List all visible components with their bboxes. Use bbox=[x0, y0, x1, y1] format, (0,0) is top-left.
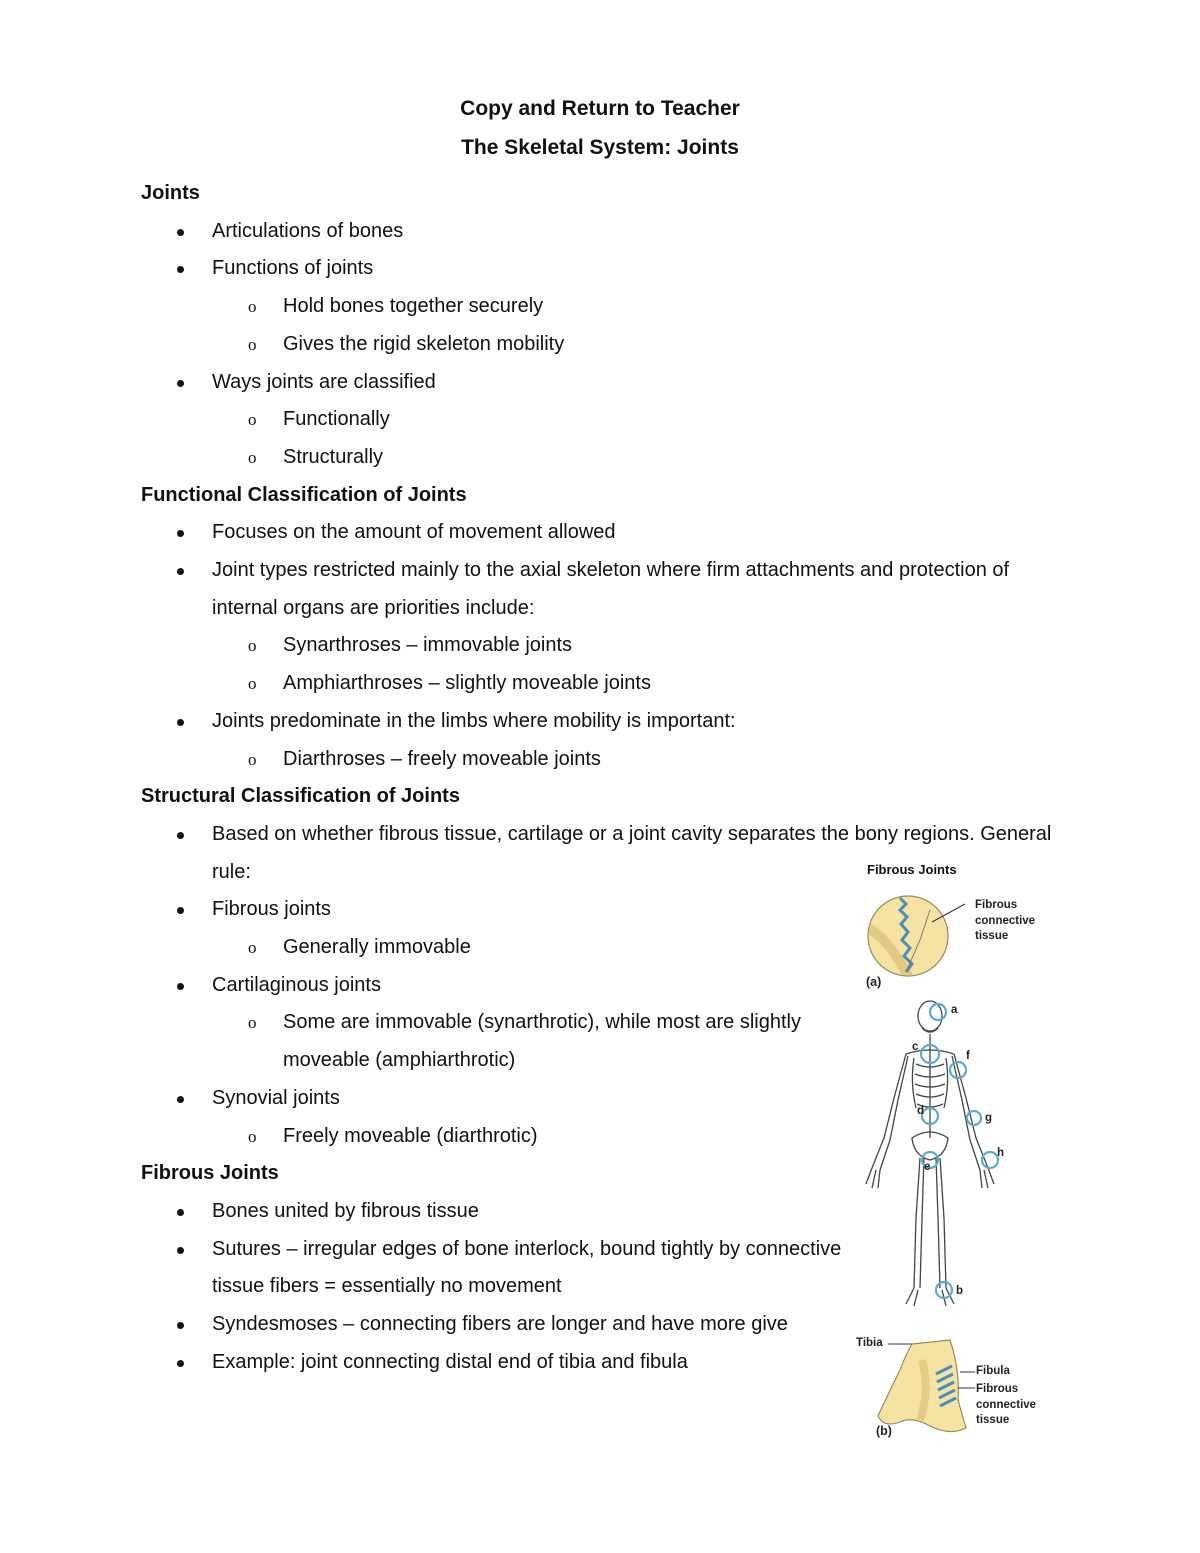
list-item: Bones united by fibrous tissue bbox=[141, 1193, 1071, 1231]
label-line: tissue bbox=[975, 930, 1009, 942]
list-item: Ways joints are classified bbox=[141, 364, 1071, 402]
list-item: o Diarthroses – freely moveable joints bbox=[141, 741, 1071, 779]
section-heading-structural: Structural Classification of Joints bbox=[141, 785, 460, 808]
skeleton-letter-b: b bbox=[956, 1285, 964, 1297]
skeleton-illustration bbox=[850, 998, 1010, 1318]
panel-a-label bbox=[975, 898, 1035, 945]
list-item: o Freely moveable (diarthrotic) bbox=[141, 1118, 1071, 1156]
list-item: Based on whether fibrous tissue, cartilage or a joint cavity separates the bony regions. General rule: bbox=[141, 816, 1071, 891]
label-line: connective bbox=[975, 914, 1036, 927]
skeleton-letter-f: f bbox=[966, 1050, 970, 1062]
list-item: Example: joint connecting distal end of tibia and fibula bbox=[141, 1344, 1071, 1382]
list-item: o Gives the rigid skeleton mobility bbox=[141, 326, 1071, 364]
figure-title: Fibrous Joints bbox=[867, 862, 957, 877]
header-line1: Copy and Return to Teacher bbox=[460, 97, 740, 120]
tibia-label: Tibia bbox=[856, 1337, 883, 1349]
label-line: Fibrous bbox=[975, 899, 1018, 911]
fibula-label: Fibula bbox=[976, 1365, 1010, 1377]
label-line: tissue bbox=[976, 1414, 1010, 1426]
label-line: connective bbox=[976, 1398, 1037, 1411]
section-heading-functional: Functional Classification of Joints bbox=[141, 483, 467, 506]
list-item: Fibrous joints bbox=[141, 891, 1071, 929]
list-item: Synovial joints bbox=[141, 1080, 1071, 1118]
skeleton-letter-d: d bbox=[917, 1105, 925, 1117]
list-item: o Some are immovable (synarthrotic), while most are slightly moveable (amphiarthrotic) bbox=[141, 1004, 843, 1079]
section-list-joints bbox=[141, 213, 1071, 477]
list-item: Joints predominate in the limbs where mobility is important: bbox=[141, 703, 1071, 741]
list-item: Functions of joints bbox=[141, 250, 1071, 288]
section-heading-joints: Joints bbox=[141, 182, 200, 204]
list-item: Joint types restricted mainly to the axial skeleton where firm attachments and protection of internal organs are priorities include: bbox=[141, 552, 1071, 627]
skeleton-letter-g: g bbox=[985, 1112, 993, 1124]
label-line: Fibrous bbox=[976, 1383, 1019, 1395]
list-item: o Generally immovable bbox=[141, 929, 1071, 967]
skeleton-letter-h: h bbox=[997, 1147, 1005, 1159]
list-item: o Synarthroses – immovable joints bbox=[141, 627, 1071, 665]
skeleton-letter-a: a bbox=[951, 1004, 958, 1016]
skeleton-letter-e: e bbox=[924, 1161, 931, 1173]
section-list-functional bbox=[141, 514, 1071, 778]
list-item: o Functionally bbox=[141, 401, 1071, 439]
list-item: o Amphiarthroses – slightly moveable joints bbox=[141, 665, 1071, 703]
list-item: Focuses on the amount of movement allowed bbox=[141, 514, 1071, 552]
list-item: o Hold bones together securely bbox=[141, 288, 1071, 326]
panel-b-label bbox=[976, 1382, 1036, 1429]
skeleton-letter-c: c bbox=[912, 1041, 919, 1053]
panel-a-tag: (a) bbox=[866, 975, 882, 989]
page-title: The Skeletal System: Joints bbox=[461, 136, 739, 159]
list-item: Articulations of bones bbox=[141, 213, 1071, 251]
suture-illustration bbox=[860, 880, 970, 990]
list-item: Sutures – irregular edges of bone interlock, bound tightly by connective tissue fibers = essentially no movement bbox=[141, 1231, 852, 1306]
list-item: o Structurally bbox=[141, 439, 1071, 477]
list-item: Cartilaginous joints bbox=[141, 967, 1071, 1005]
panel-b-tag: (b) bbox=[876, 1424, 892, 1438]
section-heading-fibrous: Fibrous Joints bbox=[141, 1162, 279, 1185]
list-item: Syndesmoses – connecting fibers are longer and have more give bbox=[141, 1306, 852, 1344]
